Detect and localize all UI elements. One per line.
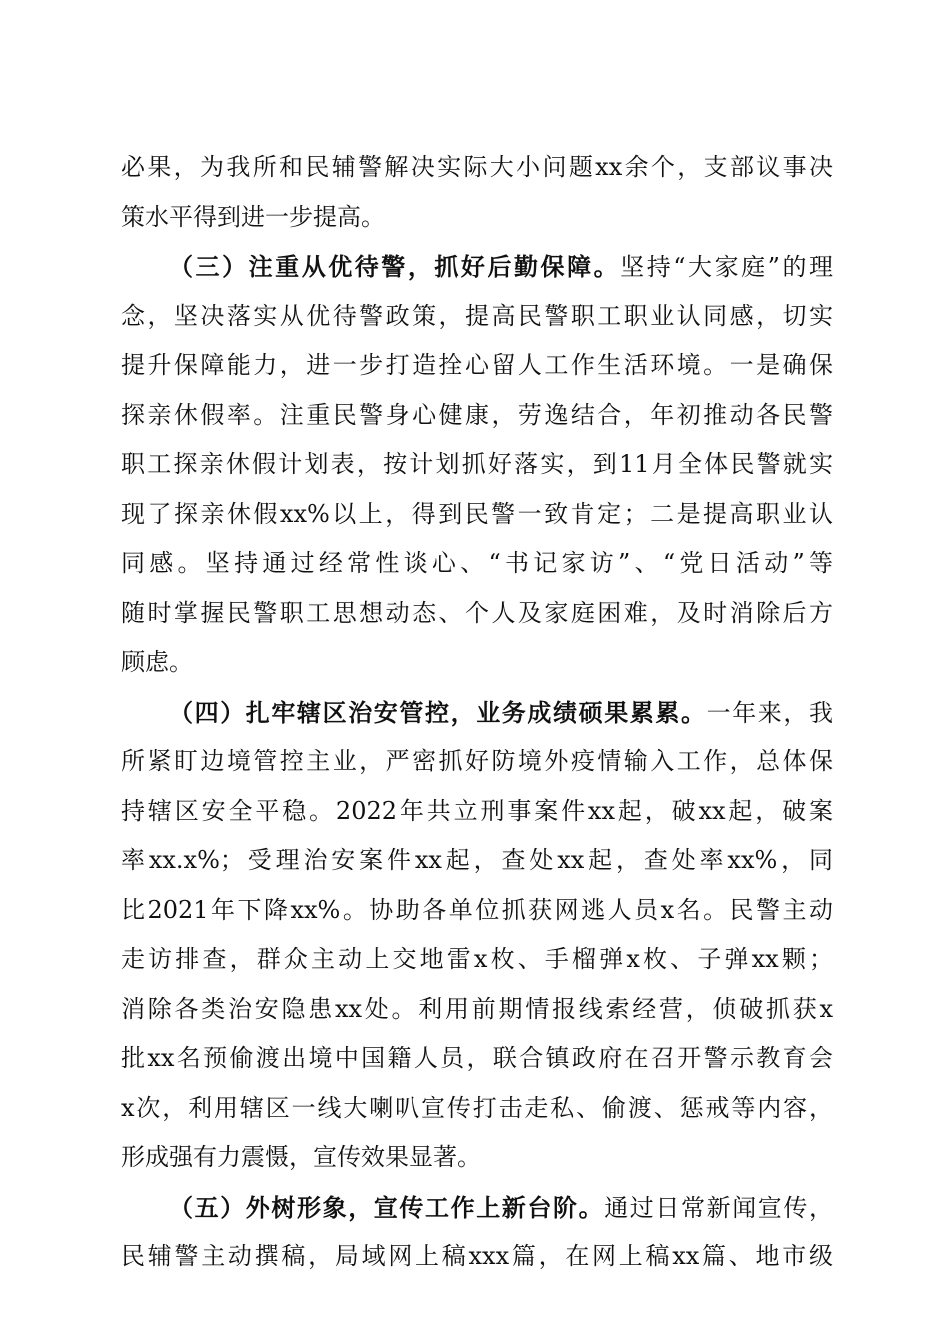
text-line bbox=[121, 688, 833, 738]
text-line bbox=[121, 589, 833, 639]
line-text: 一年来，我 bbox=[706, 698, 834, 727]
document-body bbox=[121, 143, 833, 1282]
line-text: 随时掌握民警职工思想动态、个人及家庭困难，及时消除后方 bbox=[121, 598, 833, 627]
line-text: 现了探亲休假xx%以上，得到民警一致肯定；二是提高职业认 bbox=[121, 499, 833, 528]
section-heading: （四）扎牢辖区治安管控，业务成绩硕果累累。 bbox=[169, 697, 707, 727]
text-line bbox=[121, 1084, 833, 1134]
line-text: 提升保障能力，进一步打造拴心留人工作生活环境。一是确保 bbox=[121, 351, 833, 379]
text-line bbox=[121, 985, 833, 1035]
line-text: x次，利用辖区一线大喇叭宣传打击走私、偷渡、惩戒等内容， bbox=[121, 1093, 833, 1122]
line-text: 顾虑。 bbox=[121, 648, 193, 676]
line-text: 通过日常新闻宣传， bbox=[604, 1193, 834, 1222]
line-text: 走访排查，群众主动上交地雷x枚、手榴弹x枚、子弹xx颗； bbox=[121, 945, 833, 973]
text-line bbox=[121, 440, 833, 490]
text-line bbox=[121, 935, 833, 985]
text-line bbox=[121, 242, 833, 292]
line-text: 比2021年下降xx%。协助各单位抓获网逃人员x名。民警主动 bbox=[121, 895, 833, 924]
text-line bbox=[121, 1133, 833, 1183]
line-text: 形成强有力震慑，宣传效果显著。 bbox=[121, 1143, 481, 1171]
text-line bbox=[121, 143, 833, 193]
text-line bbox=[121, 391, 833, 441]
line-text: 同感。坚持通过经常性谈心、“书记家访”、“党日活动”等 bbox=[121, 549, 833, 577]
line-text: 所紧盯边境管控主业，严密抓好防境外疫情输入工作，总体保 bbox=[121, 747, 833, 775]
line-text: 职工探亲休假计划表，按计划抓好落实，到11月全体民警就实 bbox=[121, 450, 833, 478]
text-line bbox=[121, 638, 833, 688]
line-text: 坚持“大家庭”的理 bbox=[620, 253, 833, 281]
text-line bbox=[121, 539, 833, 589]
line-text: 念，坚决落实从优待警政策，提高民警职工职业认同感，切实 bbox=[121, 301, 833, 330]
text-line bbox=[121, 341, 833, 391]
text-line bbox=[121, 737, 833, 787]
line-text: 民辅警主动撰稿，局域网上稿xxx篇，在网上稿xx篇、地市级 bbox=[121, 1242, 833, 1270]
text-line bbox=[121, 836, 833, 886]
line-text: 探亲休假率。注重民警身心健康，劳逸结合，年初推动各民警 bbox=[121, 400, 833, 429]
text-line bbox=[121, 490, 833, 540]
text-line bbox=[121, 1232, 833, 1282]
section-heading: （三）注重从优待警，抓好后勤保障。 bbox=[169, 252, 621, 281]
text-line bbox=[121, 886, 833, 936]
line-text: 批xx名预偷渡出境中国籍人员，联合镇政府在召开警示教育会 bbox=[121, 1044, 833, 1072]
text-line bbox=[121, 193, 833, 243]
line-text: 持辖区安全平稳。2022年共立刑事案件xx起，破xx起，破案 bbox=[121, 796, 833, 825]
section-heading: （五）外树形象，宣传工作上新台阶。 bbox=[169, 1192, 605, 1222]
text-line bbox=[121, 1034, 833, 1084]
line-text: 率xx.x%；受理治安案件xx起，查处xx起，查处率xx%，同 bbox=[121, 846, 833, 874]
text-line bbox=[121, 292, 833, 342]
line-text: 消除各类治安隐患xx处。利用前期情报线索经营，侦破抓获x bbox=[121, 994, 833, 1023]
text-line bbox=[121, 787, 833, 837]
line-text: 策水平得到进一步提高。 bbox=[121, 202, 385, 231]
text-line bbox=[121, 1183, 833, 1233]
line-text: 必果，为我所和民辅警解决实际大小问题xx余个，支部议事决 bbox=[121, 153, 833, 181]
